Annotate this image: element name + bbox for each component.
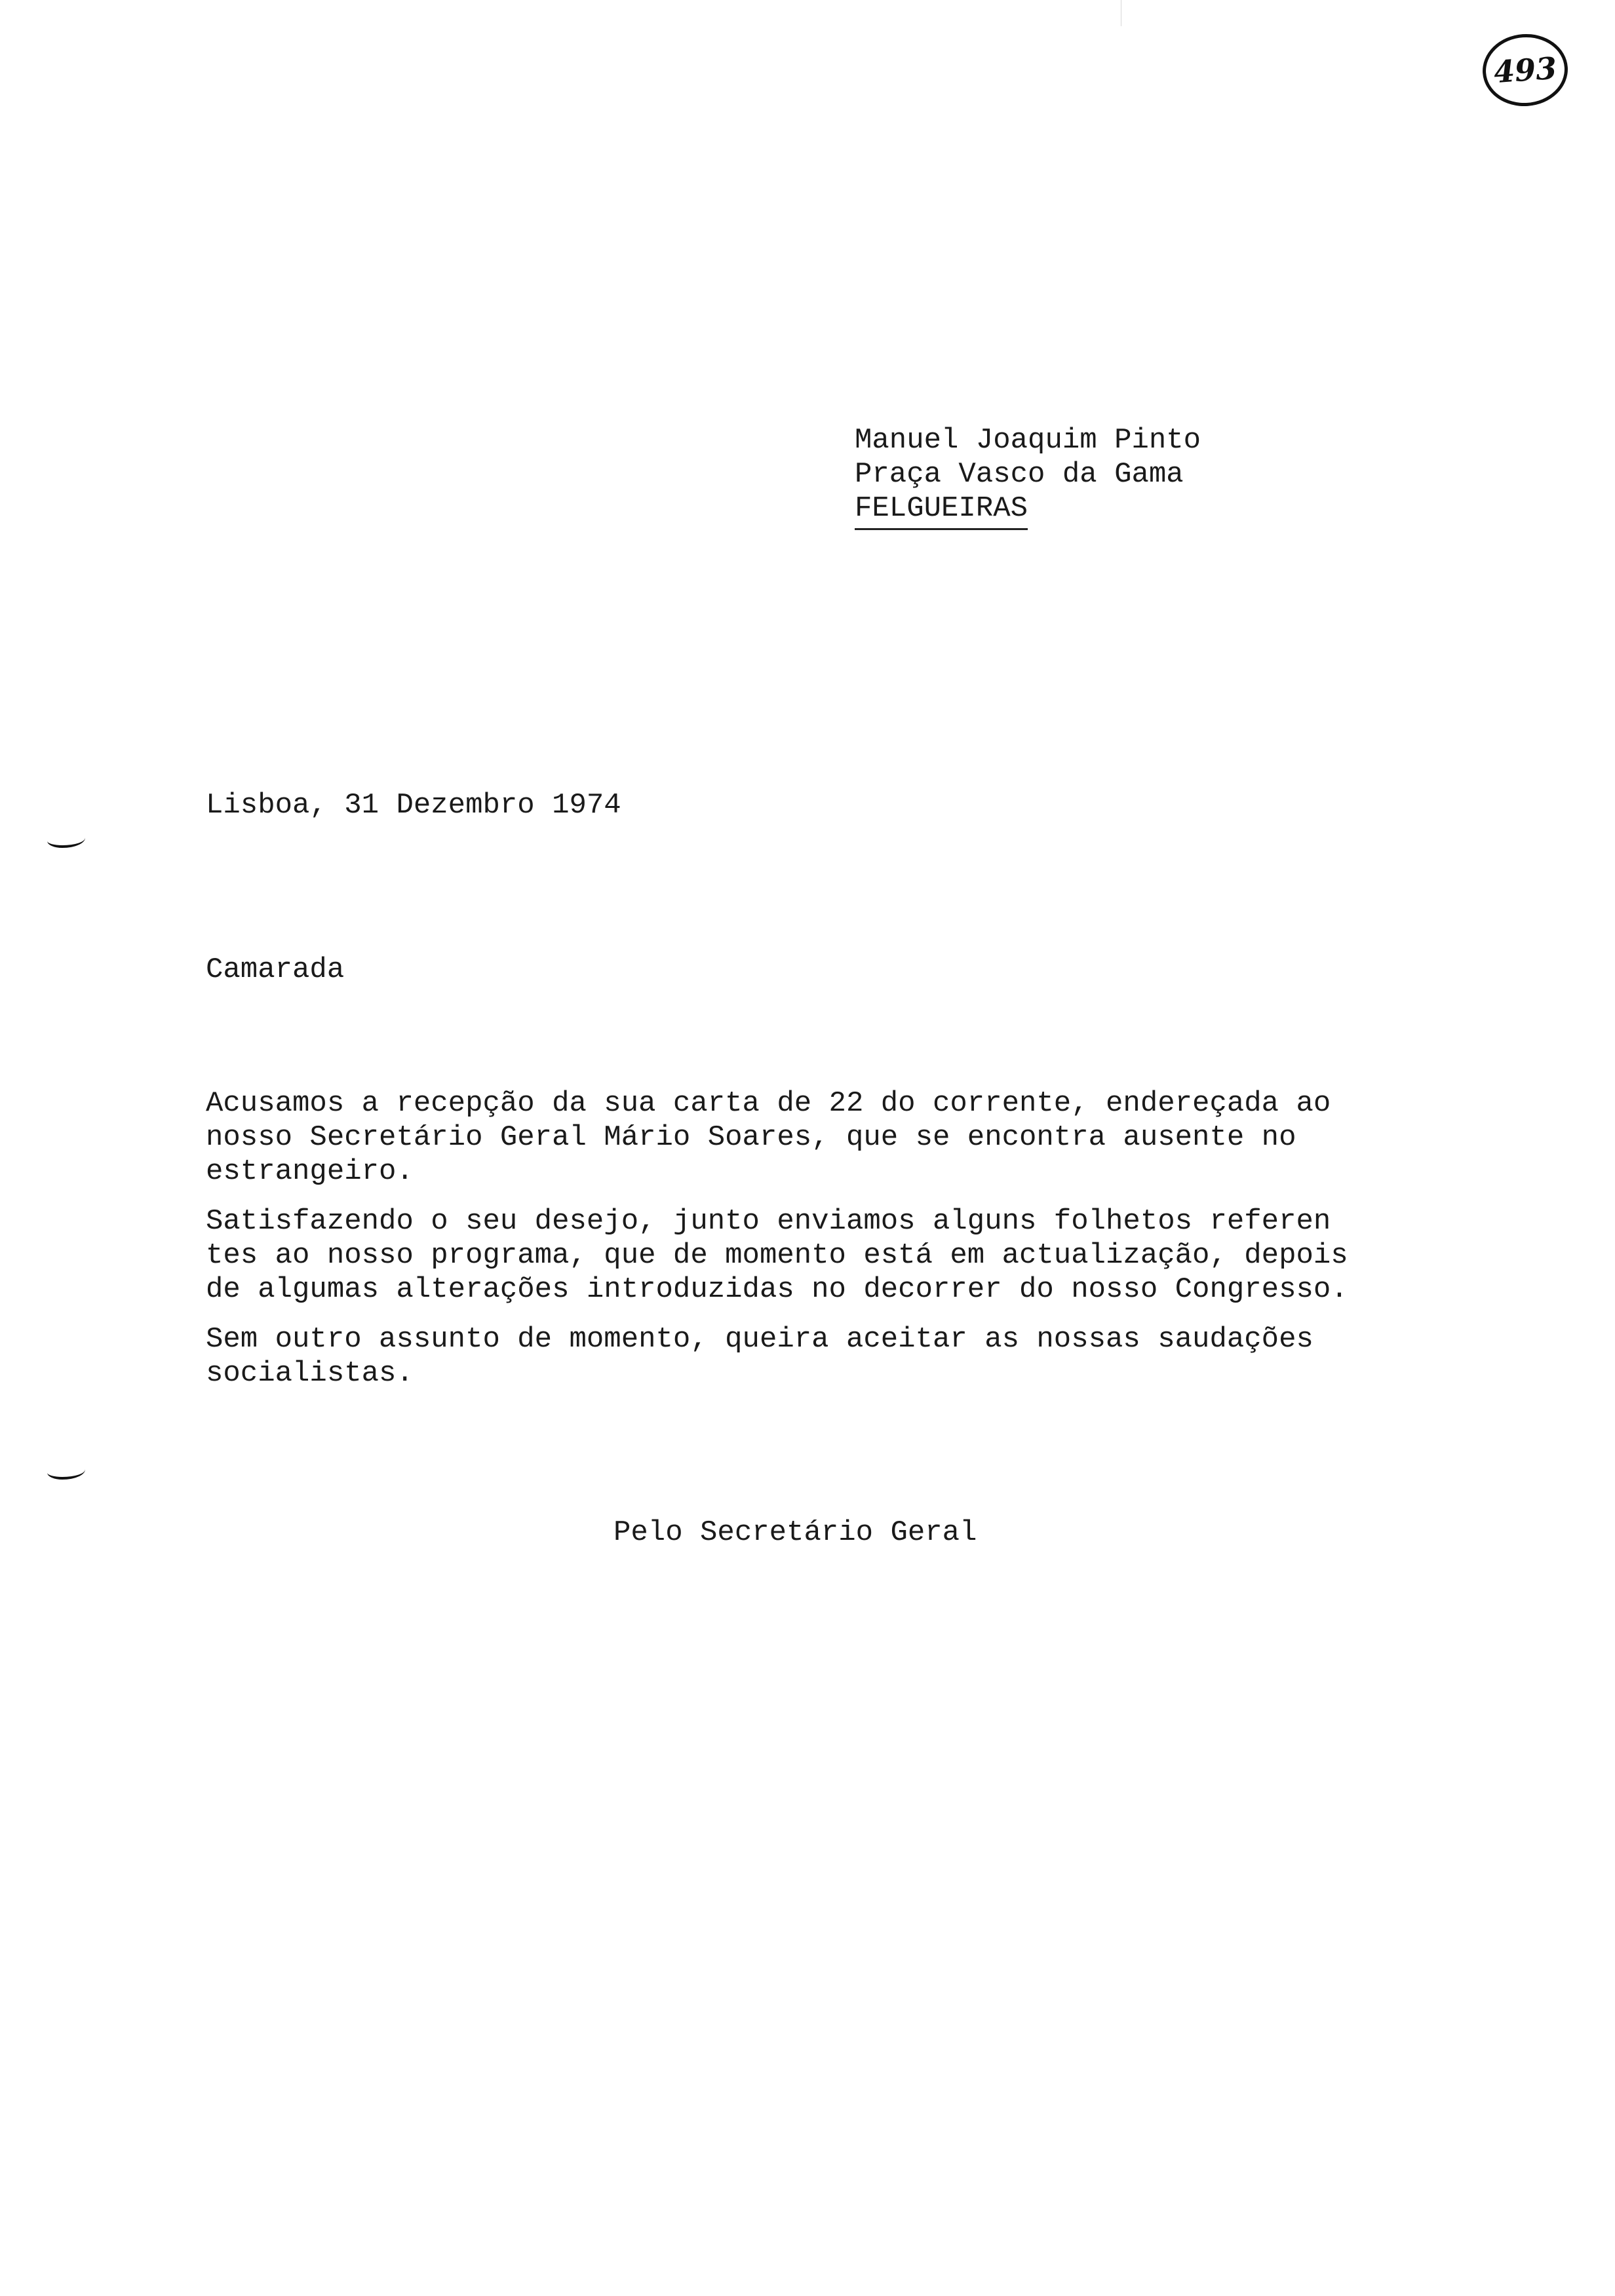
recipient-street: Praça Vasco da Gama (855, 458, 1184, 491)
paragraph-line: Satisfazendo o seu desejo, junto enviamos alguns folhetos referen (206, 1205, 1331, 1238)
paragraph-line: de algumas alterações introduzidas no decorrer do nosso Congresso. (206, 1273, 1348, 1306)
page-number: 493 (1492, 50, 1558, 90)
paragraph (206, 1322, 1348, 1390)
paragraph-line: nosso Secretário Geral Mário Soares, que se encontra ausente no (206, 1121, 1296, 1154)
paragraph-line: Acusamos a recepção da sua carta de 22 do corrente, endereçada ao (206, 1087, 1331, 1120)
date-line: Lisboa, 31 Dezembro 1974 (206, 789, 621, 822)
salutation: Camarada (206, 953, 345, 986)
letter-body (206, 1086, 1348, 1406)
page-number-stamp (1480, 31, 1570, 109)
recipient-address (855, 423, 1201, 530)
signature-line: Pelo Secretário Geral (613, 1516, 977, 1549)
recipient-city: FELGUEIRAS (855, 491, 1028, 530)
paragraph (206, 1086, 1348, 1189)
paragraph-line: socialistas. (206, 1357, 414, 1390)
margin-tick-mark (47, 831, 85, 848)
paragraph (206, 1204, 1348, 1307)
paragraph-line: Sem outro assunto de momento, queira aceitar as nossas saudações (206, 1323, 1313, 1356)
paragraph-line: tes ao nosso programa, que de momento está em actualização, depois (206, 1239, 1348, 1272)
paragraph-line: estrangeiro. (206, 1155, 414, 1188)
recipient-name: Manuel Joaquim Pinto (855, 424, 1201, 457)
margin-tick-mark (47, 1463, 85, 1480)
